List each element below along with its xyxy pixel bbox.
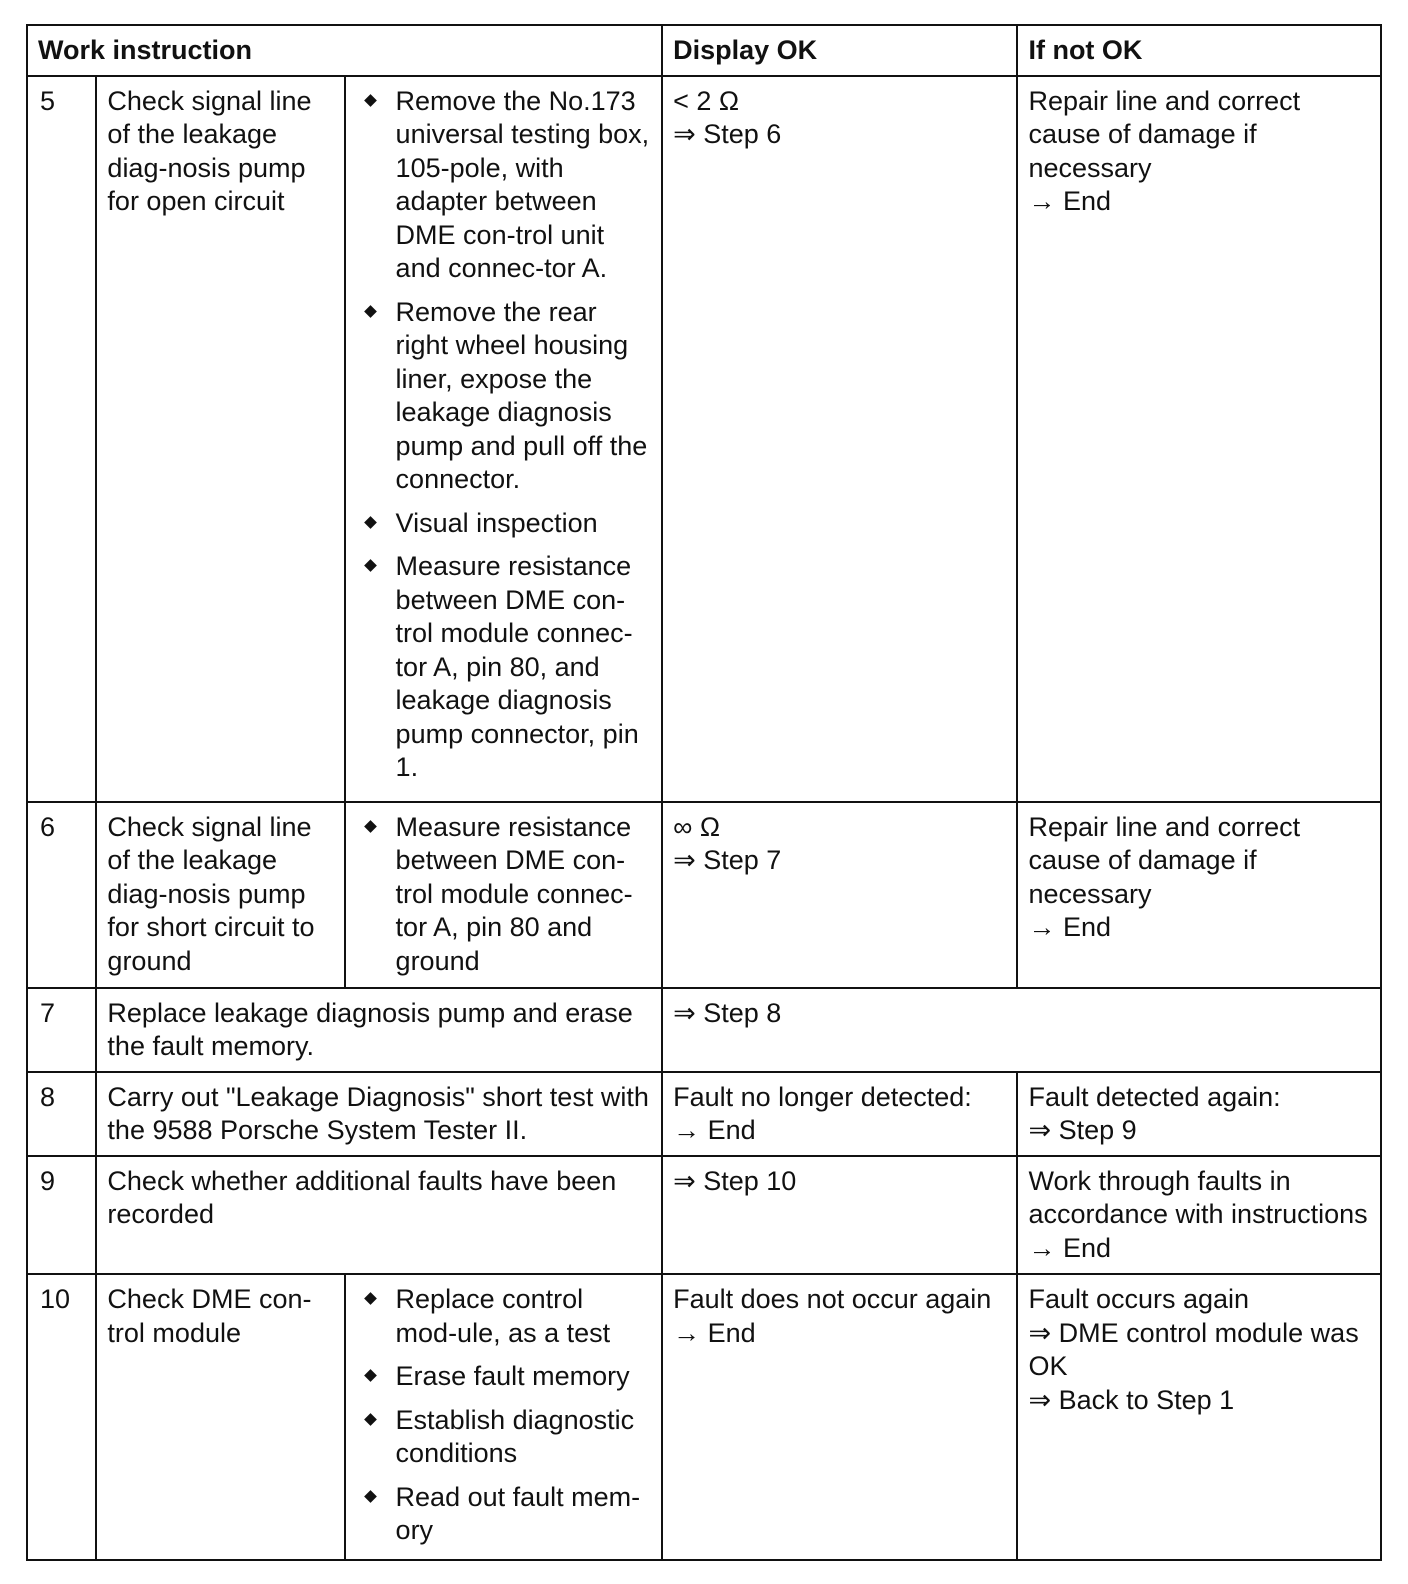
step-task: Check signal line of the leakage diag-nosis pump for short circuit to ground: [96, 802, 344, 988]
list-item: Measure resistance between DME con-trol module connec-tor A, pin 80, and leakage diagnosis pump connector, pin 1.: [356, 550, 652, 785]
header-work-instruction: Work instruction: [27, 25, 662, 76]
step-task: Check signal line of the leakage diag-nosis pump for open circuit: [96, 76, 344, 802]
step-number: 10: [27, 1274, 96, 1560]
if-not-ok-cell: Work through faults in accordance with instructions → End: [1017, 1156, 1381, 1274]
step-task: Check DME con-trol module: [96, 1274, 344, 1560]
step-number: 7: [27, 988, 96, 1072]
work-instruction-table: [26, 24, 1382, 1561]
table-row-step-10: [27, 1274, 1381, 1560]
display-ok-cell: Fault no longer detected: → End: [662, 1072, 1017, 1156]
bullet-diamond-icon: [364, 1369, 377, 1382]
bullet-diamond-icon: [364, 94, 377, 107]
list-item: Visual inspection: [356, 507, 652, 541]
list-item: Establish diagnostic conditions: [356, 1404, 652, 1471]
bullet-diamond-icon: [364, 305, 377, 318]
step-number: 6: [27, 802, 96, 988]
header-row: [27, 25, 1381, 76]
header-display-ok: Display OK: [662, 25, 1017, 76]
display-ok-cell: Fault does not occur again → End: [662, 1274, 1017, 1560]
step-actions: [345, 76, 663, 802]
bullet-diamond-icon: [364, 559, 377, 572]
step-task: Check whether additional faults have been recorded: [96, 1156, 662, 1274]
step-number: 9: [27, 1156, 96, 1274]
bullet-diamond-icon: [364, 516, 377, 529]
header-if-not-ok: If not OK: [1017, 25, 1381, 76]
bullet-diamond-icon: [364, 1413, 377, 1426]
bullet-diamond-icon: [364, 1292, 377, 1305]
table-row-step-9: [27, 1156, 1381, 1274]
if-not-ok-cell: Fault occurs again ⇒ DME control module was OK ⇒ Back to Step 1: [1017, 1274, 1381, 1560]
step-number: 5: [27, 76, 96, 802]
display-ok-cell: < 2 Ω ⇒ Step 6: [662, 76, 1017, 802]
table-row-step-7: [27, 988, 1381, 1072]
step-task: Replace leakage diagnosis pump and erase the fault memory.: [96, 988, 662, 1072]
list-item: Remove the rear right wheel housing liner, expose the leakage diagnosis pump and pull off the connector.: [356, 296, 652, 497]
step-actions: [345, 802, 663, 988]
list-item: Remove the No.173 universal testing box, 105-pole, with adapter between DME con-trol unit and connec-tor A.: [356, 85, 652, 286]
step-number: 8: [27, 1072, 96, 1156]
table-row-step-5: [27, 76, 1381, 802]
display-ok-cell: ⇒ Step 10: [662, 1156, 1017, 1274]
list-item: Read out fault mem-ory: [356, 1481, 652, 1548]
list-item: Erase fault memory: [356, 1360, 652, 1394]
table-row-step-8: [27, 1072, 1381, 1156]
list-item: Measure resistance between DME con-trol module connec-tor A, pin 80 and ground: [356, 811, 652, 979]
if-not-ok-cell: Repair line and correct cause of damage if necessary → End: [1017, 76, 1381, 802]
if-not-ok-cell: Fault detected again: ⇒ Step 9: [1017, 1072, 1381, 1156]
step-task: Carry out "Leakage Diagnosis" short test with the 9588 Porsche System Tester II.: [96, 1072, 662, 1156]
table-row-step-6: [27, 802, 1381, 988]
if-not-ok-cell: Repair line and correct cause of damage if necessary → End: [1017, 802, 1381, 988]
display-ok-cell: ⇒ Step 8: [662, 988, 1381, 1072]
bullet-diamond-icon: [364, 820, 377, 833]
step-actions: [345, 1274, 663, 1560]
bullet-diamond-icon: [364, 1490, 377, 1503]
display-ok-cell: ∞ Ω ⇒ Step 7: [662, 802, 1017, 988]
list-item: Replace control mod-ule, as a test: [356, 1283, 652, 1350]
